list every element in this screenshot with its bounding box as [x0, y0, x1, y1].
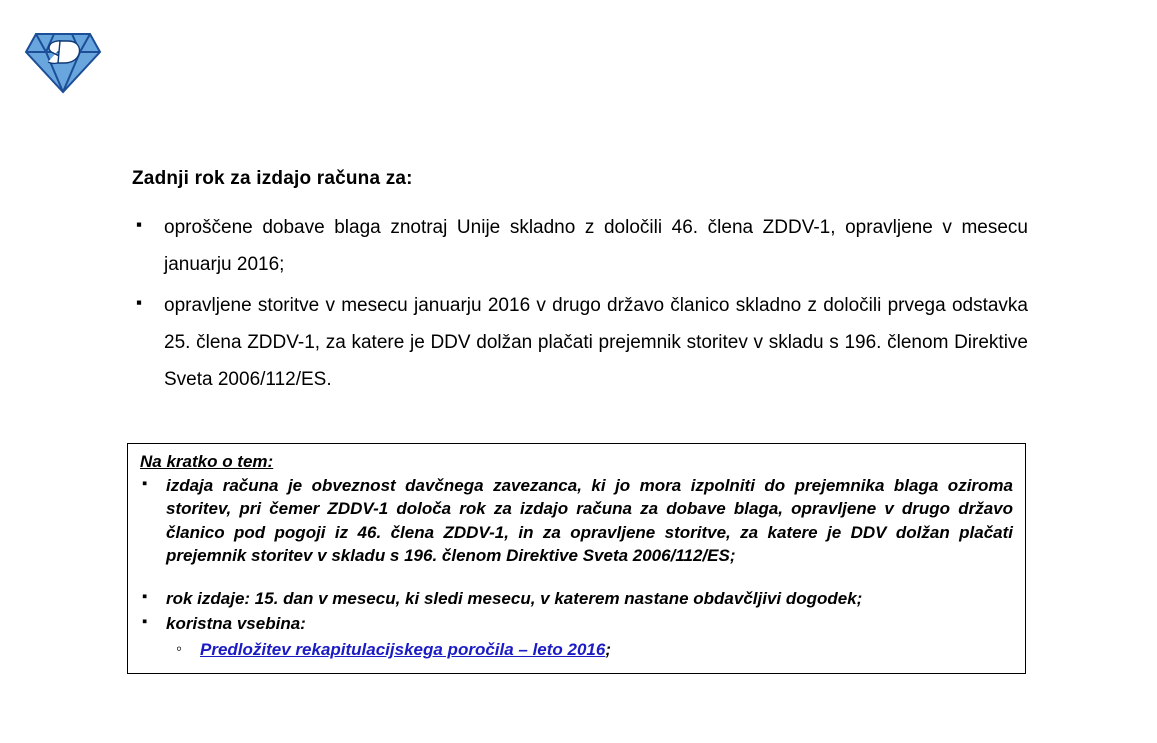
summary-box-title: Na kratko o tem:	[140, 452, 274, 471]
main-bullet-list	[132, 209, 1028, 398]
document-body	[132, 168, 1028, 402]
summary-box	[127, 443, 1026, 674]
list-item-label: koristna vsebina:	[166, 614, 306, 634]
lead-paragraph: Zadnji rok za izdajo računa za:	[132, 168, 413, 189]
summary-box-title-wrap	[138, 452, 1013, 474]
list-item: ▪ oproščene dobave blaga znotraj Unije skladno z določili 46. člena ZDDV-1, opravljene v mesecu januarju 2016;	[132, 209, 1028, 283]
list-item: ▪ rok izdaje: 15. dan v mesecu, ki sledi mesecu, v katerem nastane obdavčljivi dogodek;	[138, 587, 1013, 610]
summary-sub-list	[166, 638, 1013, 661]
list-item	[138, 612, 1013, 661]
sub-list-item	[166, 638, 1013, 661]
sub-list-item-trailing: ;	[605, 639, 612, 659]
list-item: ▪ opravljene storitve v mesecu januarju 2016 v drugo državo članico skladno z določili prvega odstavka 25. člena ZDDV-1, za katere je DDV dolžan plačati prejemnik storitev v skladu s 196. členom Direktive Sveta 2006/112/ES.	[132, 287, 1028, 398]
company-logo	[22, 26, 104, 98]
recapitulative-report-link[interactable]: Predložitev rekapitulacijskega poročila – leto 2016	[200, 639, 606, 659]
sd-diamond-logo-icon	[22, 26, 104, 98]
list-item: ▪ izdaja računa je obveznost davčnega zavezanca, ki jo mora izpolniti do prejemnika blaga oziroma storitev, pri čemer ZDDV-1 določa rok za izdajo računa za dobave blaga, opravljene v drugo državo članico pod pogoji iz 46. člena ZDDV-1, in za opravljene storitve, za katere je DDV dolžan plačati prejemnik storitev v skladu s 196. členom Direktive Sveta 2006/112/ES;	[138, 474, 1013, 568]
summary-bullet-list	[138, 474, 1013, 661]
